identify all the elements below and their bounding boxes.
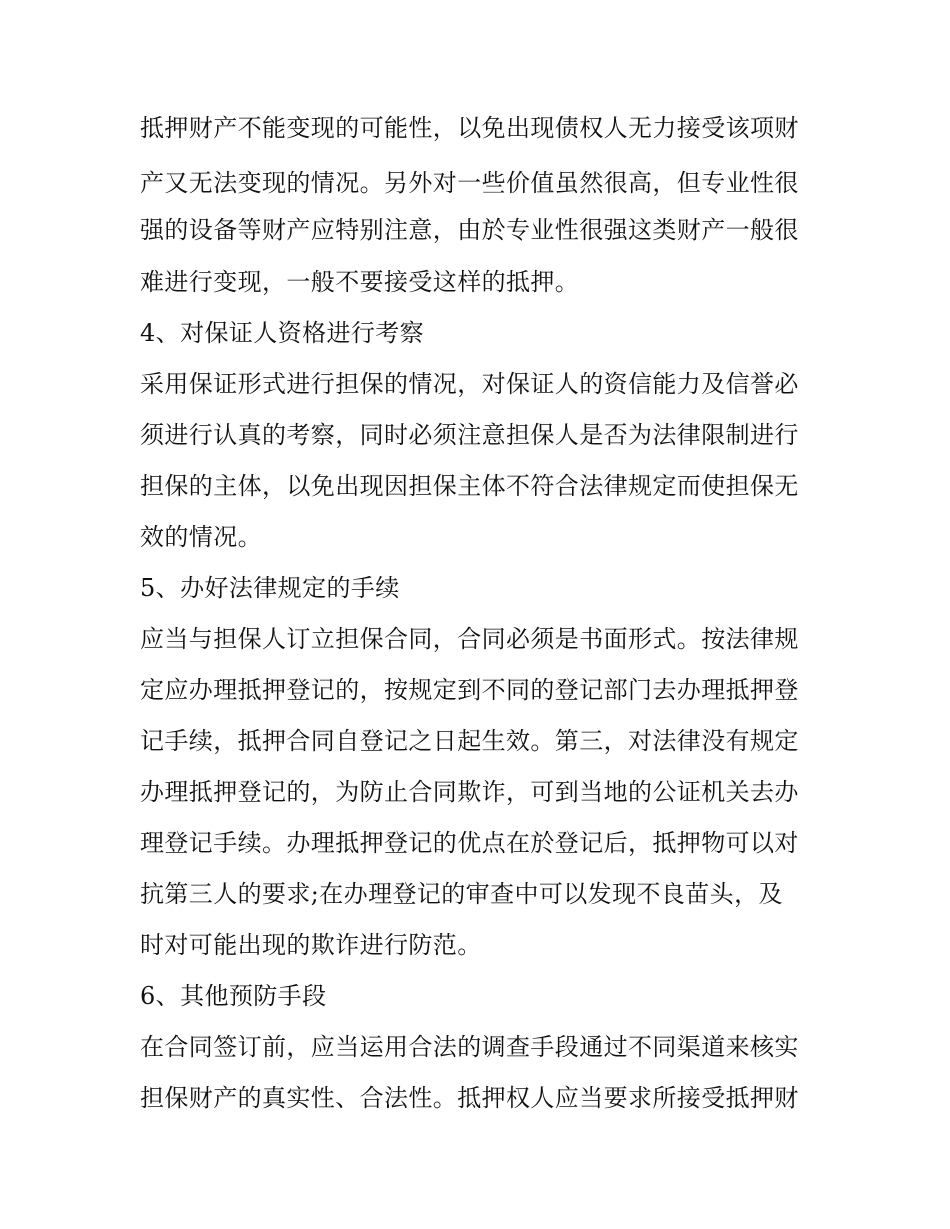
text-line: 记手续，抵押合同自登记之日起生效。第三，对法律没有规定: [140, 727, 799, 755]
text-line: 抗第三人的要求;在办理登记的审查中可以发现不良苗头，及: [140, 880, 783, 908]
text-line: 办理抵押登记的，为防止合同欺诈，可到当地的公证机关去办: [140, 778, 799, 806]
section-heading: 5、办好法律规定的手续: [140, 574, 400, 602]
text-line: 时对可能出现的欺诈进行防范。: [140, 931, 482, 959]
text-line: 理登记手续。办理抵押登记的优点在於登记后，抵押物可以对: [140, 829, 799, 857]
text-line: 定应办理抵押登记的，按规定到不同的登记部门去办理抵押登: [140, 676, 799, 704]
text-line: 难进行变现，一般不要接受这样的抵押。: [140, 268, 580, 296]
text-line: 须进行认真的考察，同时必须注意担保人是否为法律限制进行: [140, 421, 799, 449]
text-line: 效的情况。: [140, 523, 262, 551]
text-line: 担保财产的真实性、合法性。抵押权人应当要求所接受抵押财: [140, 1084, 799, 1112]
text-line: 产又无法变现的情况。另外对一些价值虽然很高，但专业性很: [140, 169, 799, 197]
section-heading: 4、对保证人资格进行考察: [140, 319, 425, 347]
text-line: 在合同签订前，应当运用合法的调查手段通过不同渠道来核实: [140, 1033, 799, 1061]
section-heading: 6、其他预防手段: [140, 982, 327, 1010]
text-line: 强的设备等财产应特别注意，由於专业性很强这类财产一般很: [140, 216, 799, 244]
text-line: 采用保证形式进行担保的情况，对保证人的资信能力及信誉必: [140, 370, 799, 398]
text-line: 应当与担保人订立担保合同，合同必须是书面形式。按法律规: [140, 625, 799, 653]
text-line: 担保的主体，以免出现因担保主体不符合法律规定而使担保无: [140, 472, 799, 500]
text-line: 抵押财产不能变现的可能性，以免出现债权人无力接受该项财: [140, 114, 799, 142]
